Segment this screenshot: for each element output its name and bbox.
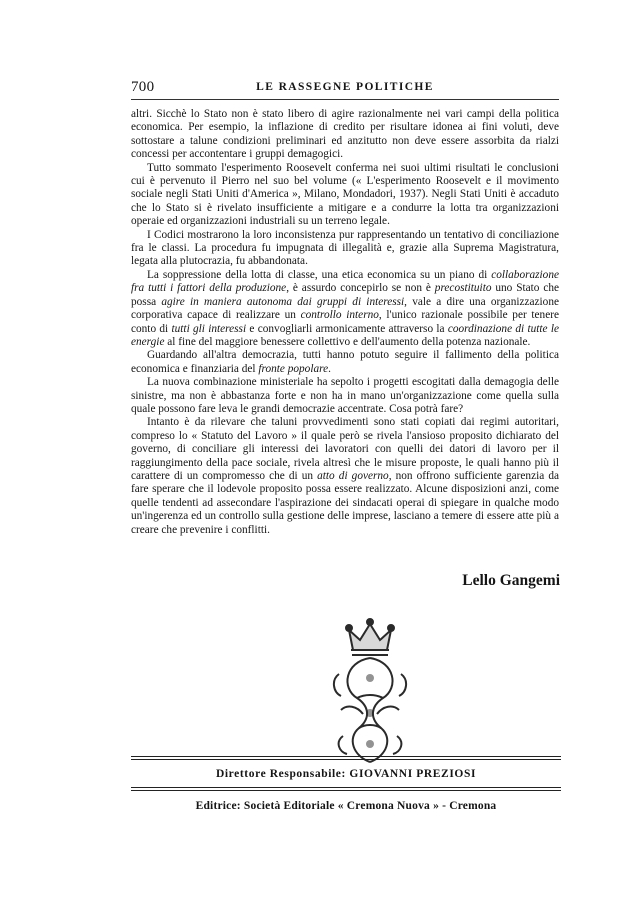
footer-rule <box>131 759 561 760</box>
paragraph-4 <box>131 269 559 349</box>
text-run: , è assurdo concepirlo se non è <box>286 282 435 295</box>
text-run: Guardando all'altra democrazia, tutti hanno potuto seguire il fallimento della politica economica e finanziaria del <box>131 349 559 375</box>
footer-rule <box>131 756 561 757</box>
footer-rule <box>131 790 561 791</box>
italic-run: atto di governo <box>317 469 389 482</box>
italic-run: controllo interno <box>300 309 379 322</box>
text-run: al fine del maggiore benessere collettivo e dell'aumento della potenza nazionale. <box>164 335 531 348</box>
text-run: , l'unico razionale possibile per tenere conto di <box>131 309 559 335</box>
page-header <box>131 79 559 99</box>
text-run: La soppressione della lotta di classe, una etica economica su un piano di <box>147 268 492 281</box>
italic-run: precostituito <box>434 282 492 295</box>
paragraph-6: La nuova combinazione ministeriale ha sepolto i progetti escogitati dalla demagogia delle sinistre, ma non è abbastanza forte e non ha in mano un'organizzazione come quella sulla quale possono fare leva le grandi democrazie accentrate. Cosa potrà fare? <box>131 376 559 415</box>
article-body <box>131 108 559 537</box>
paragraph-1: altri. Sicchè lo Stato non è stato libero di agire razionalmente nei vari campi della politica economica. Per esempio, la inflazione di credito per risultare idonea ai fini voluti, deve sottostare a talune condizioni preliminari ed anzitutto non deve essere assorbita da rialzi concessi per accontentare i gruppi demagogici. <box>131 108 559 161</box>
publisher-credit: Editrice: Società Editoriale « Cremona Nuova » - Cremona <box>195 800 497 812</box>
text-run: . <box>328 362 331 375</box>
page-number: 700 <box>131 79 155 95</box>
paragraph-3: I Codici mostrarono la loro inconsistenza pur rappresentando un tentativo di conciliazione fra le classi. La procedura fu impugnata di illegalità e, grazie alla Suprema Magistratura, legata alla plutocrazia, fu abbandonata. <box>131 228 559 268</box>
text-run: e convogliarli armonicamente attraverso la <box>246 322 448 335</box>
text-run: Intanto è da rilevare che taluni provvedimenti sono stati copiati dai regimi autoritari, compreso lo « Statuto del Lavoro » il quale però se rivela l'ansioso proposito dichiarato del governo, di conciliare gli interessi dei lavoratori con quelli dei datori di lavoro per il raggiungimento della pace sociale, rivela altresì che le misure proposte, le quali hanno più il carattere di un compromesso che di un <box>131 416 559 482</box>
paragraph-5 <box>131 349 559 376</box>
italic-run: agire in maniera autonoma dai gruppi di interessi <box>161 295 405 308</box>
paragraph-7 <box>131 416 559 537</box>
text-run: uno Stato che possa <box>131 282 559 308</box>
text-run: , vale a dire una organizzazione corporativa capace di realizzare un <box>131 295 559 322</box>
footer-rule <box>131 787 561 788</box>
text-run: , non offrono sufficiente garenzia da fare sperare che il lodevole proposito possa essere realizzato. Alcune disposizioni anzi, come quelle tendenti ad assecondare l'aspirazione dei sindacati operai di spiegare in qualche modo un'ingerenza ed un controllo sulla gestione delle imprese, lasciano a temere di essere atte più a creare che prevenire i conflitti. <box>131 469 559 536</box>
italic-run: collaborazione fra tutti i fattori della produzione <box>131 268 559 295</box>
italic-run: coordinazione di tutte le energie <box>131 322 560 348</box>
italic-run: fronte popolare <box>258 362 329 375</box>
header-rule <box>131 99 559 100</box>
author-signature: Lello Gangemi <box>462 572 560 589</box>
crown-knot-emblem-icon <box>327 618 413 768</box>
italic-run: tutti gli interessi <box>171 322 247 335</box>
paragraph-2: Tutto sommato l'esperimento Roosevelt conferma nei suoi ultimi risultati le conclusioni cui è pervenuto il Pierro nel suo bel volume (« L'esperimento Roosevelt e il movimento sociale negli Stati Uniti d'America », Milano, Mondadori, 1937). Negli Stati Uniti è accaduto che lo Stato si è rivelato insufficiente a mitigare e a condurre la lotta tra organizzazioni operaie ed organizzazioni industriali su un terreno legale. <box>131 161 559 228</box>
director-credit: Direttore Responsabile: GIOVANNI PREZIOSI <box>215 768 477 780</box>
running-title: LE RASSEGNE POLITICHE <box>256 81 434 93</box>
